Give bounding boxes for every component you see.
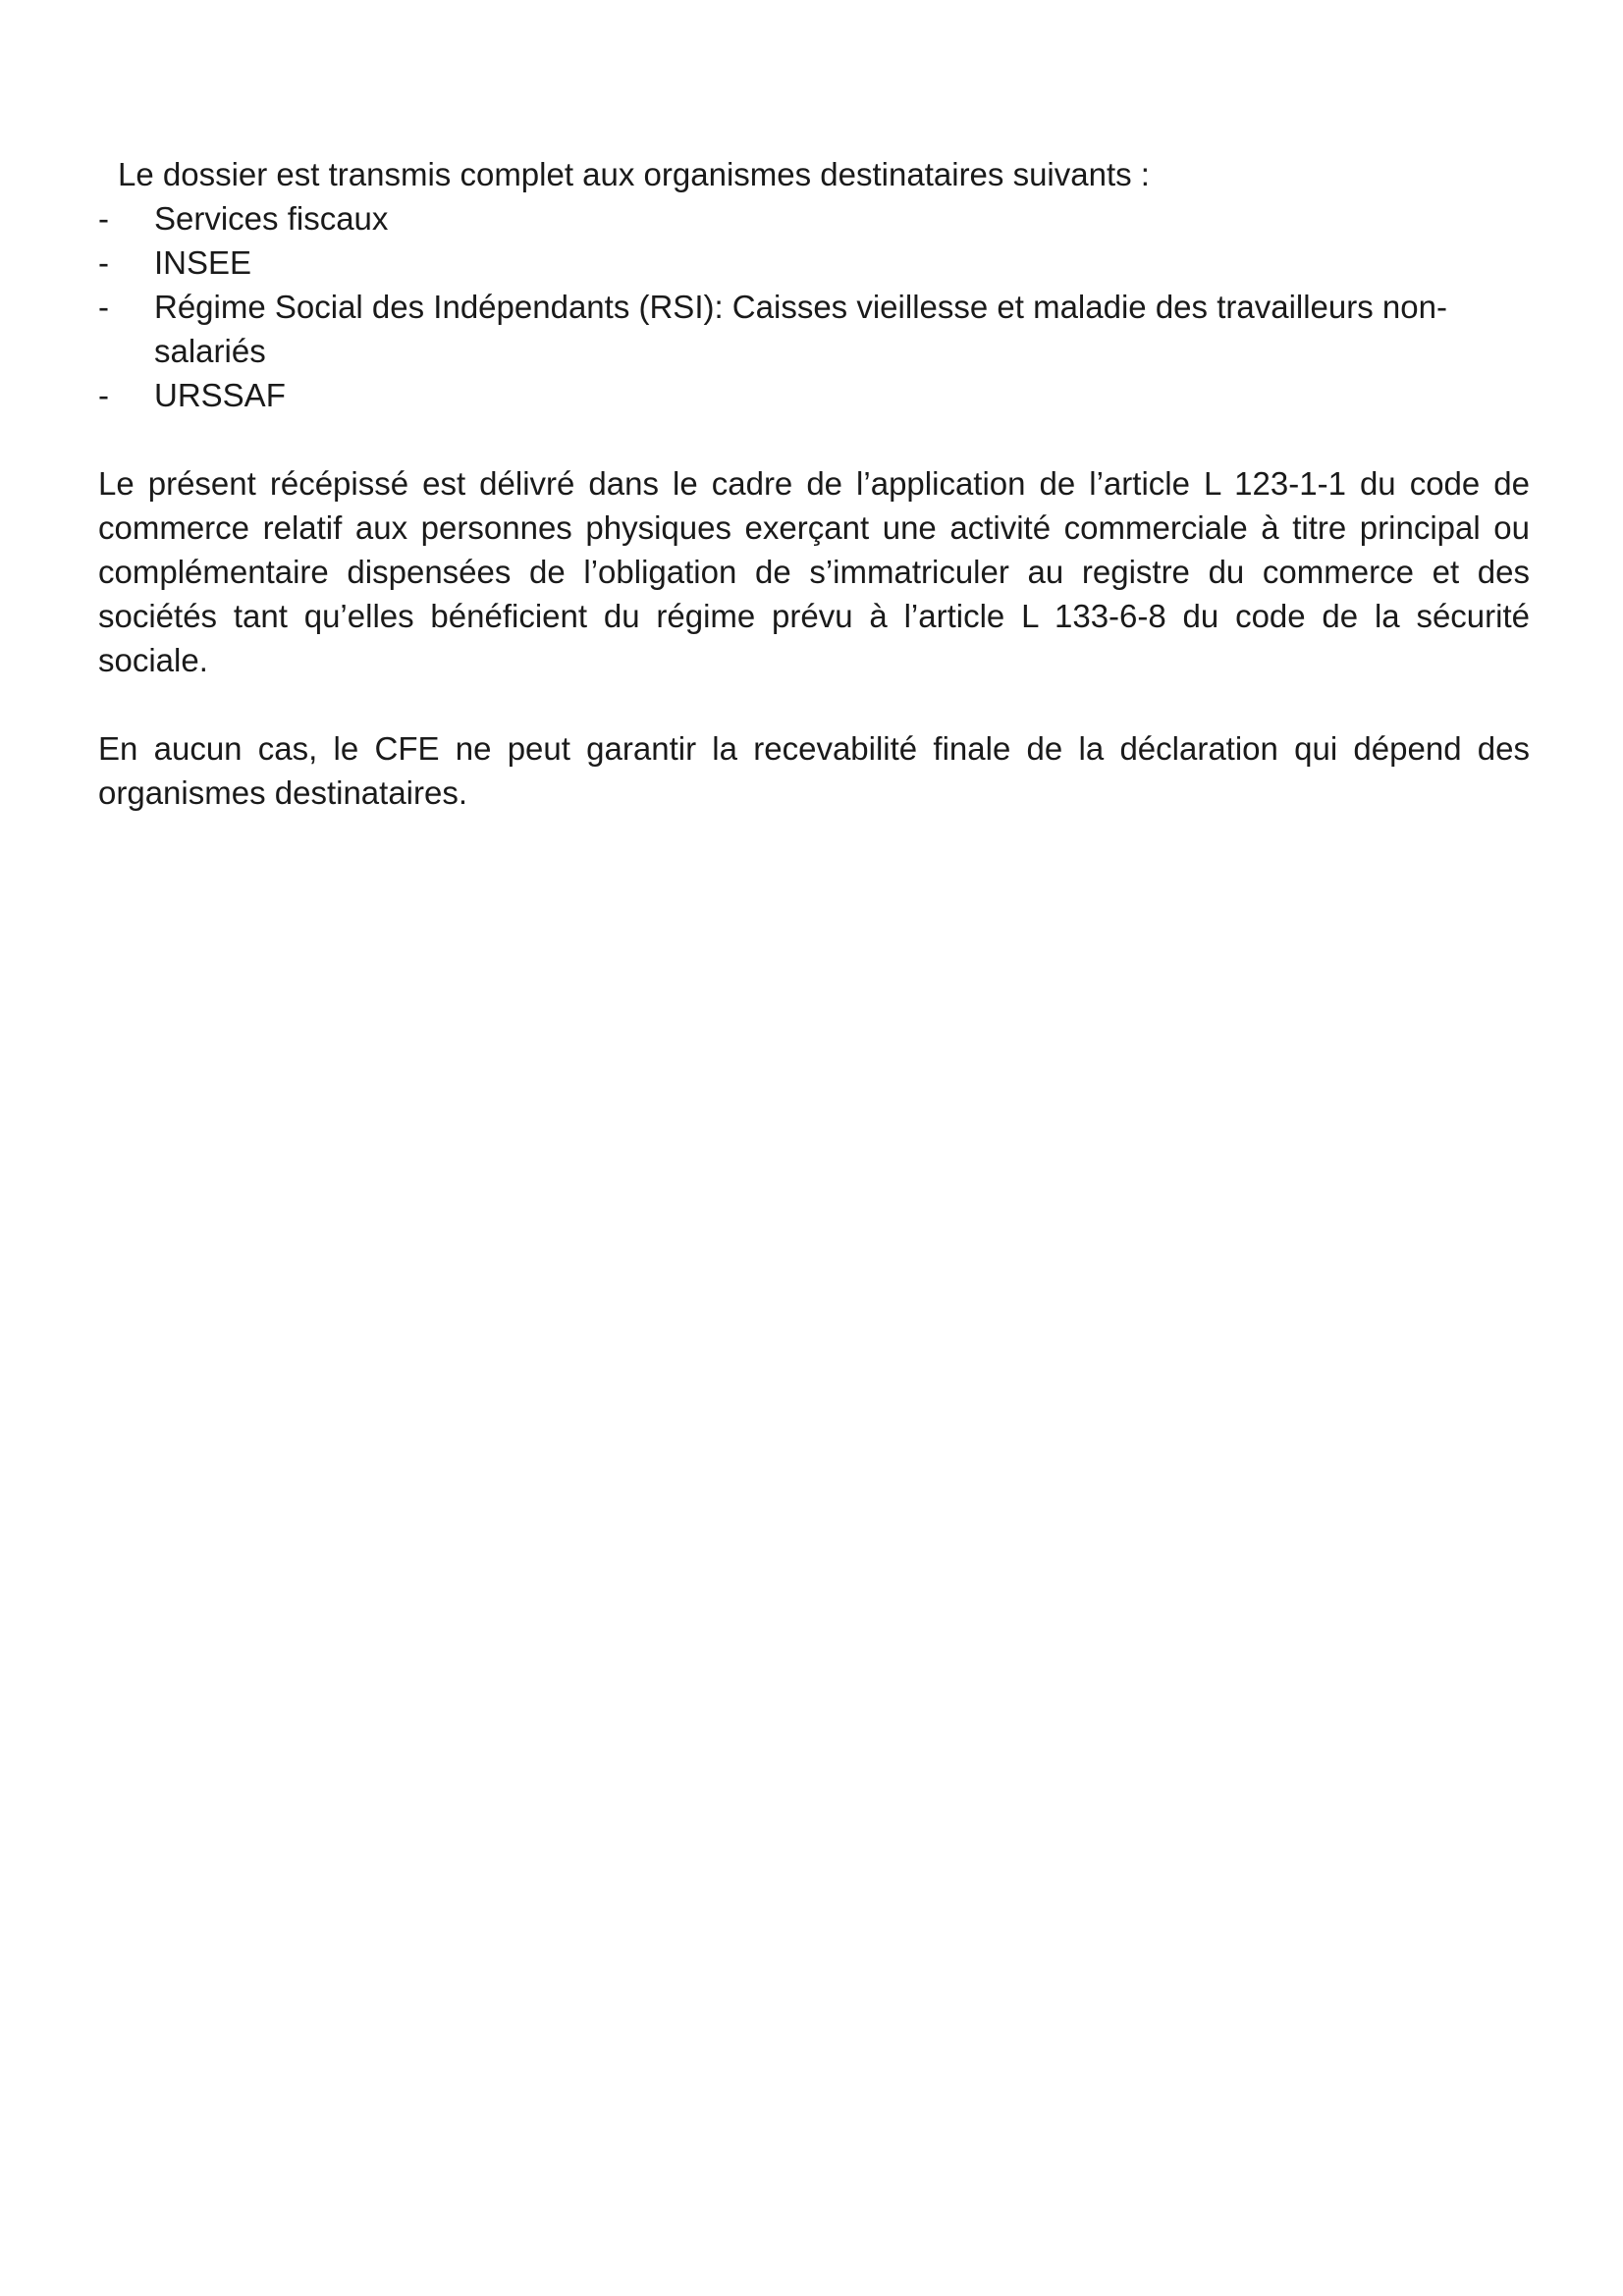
list-item [98, 196, 1530, 240]
list-item [98, 373, 1530, 417]
document-body [98, 152, 1530, 815]
list-dash: - [98, 244, 109, 281]
list-item-text: Régime Social des Indépendants (RSI): Caisses vieillesse et maladie des travailleurs non-salariés [154, 289, 1447, 369]
list-item-text: Services fiscaux [154, 200, 389, 237]
legal-paragraph: Le présent récépissé est délivré dans le cadre de l’application de l’article L 123-1-1 du code de commerce relatif aux personnes physiques exerçant une activité commerciale à titre principal ou complémentaire dispensées de l’obligation de s’immatriculer au registre du commerce et des sociétés tant qu’elles bénéficient du régime prévu à l’article L 133-6-8 du code de la sécurité sociale. [98, 465, 1530, 678]
list-dash: - [98, 200, 109, 237]
intro-line: Le dossier est transmis complet aux organismes destinataires suivants : [118, 156, 1150, 192]
list-item [98, 240, 1530, 285]
list-dash: - [98, 289, 109, 325]
list-dash: - [98, 377, 109, 413]
organismes-list [98, 196, 1530, 417]
list-item [98, 285, 1530, 373]
list-item-text: INSEE [154, 244, 252, 281]
disclaimer-paragraph: En aucun cas, le CFE ne peut garantir la recevabilité finale de la déclaration qui dépend des organismes destinataires. [98, 730, 1530, 811]
list-item-text: URSSAF [154, 377, 286, 413]
